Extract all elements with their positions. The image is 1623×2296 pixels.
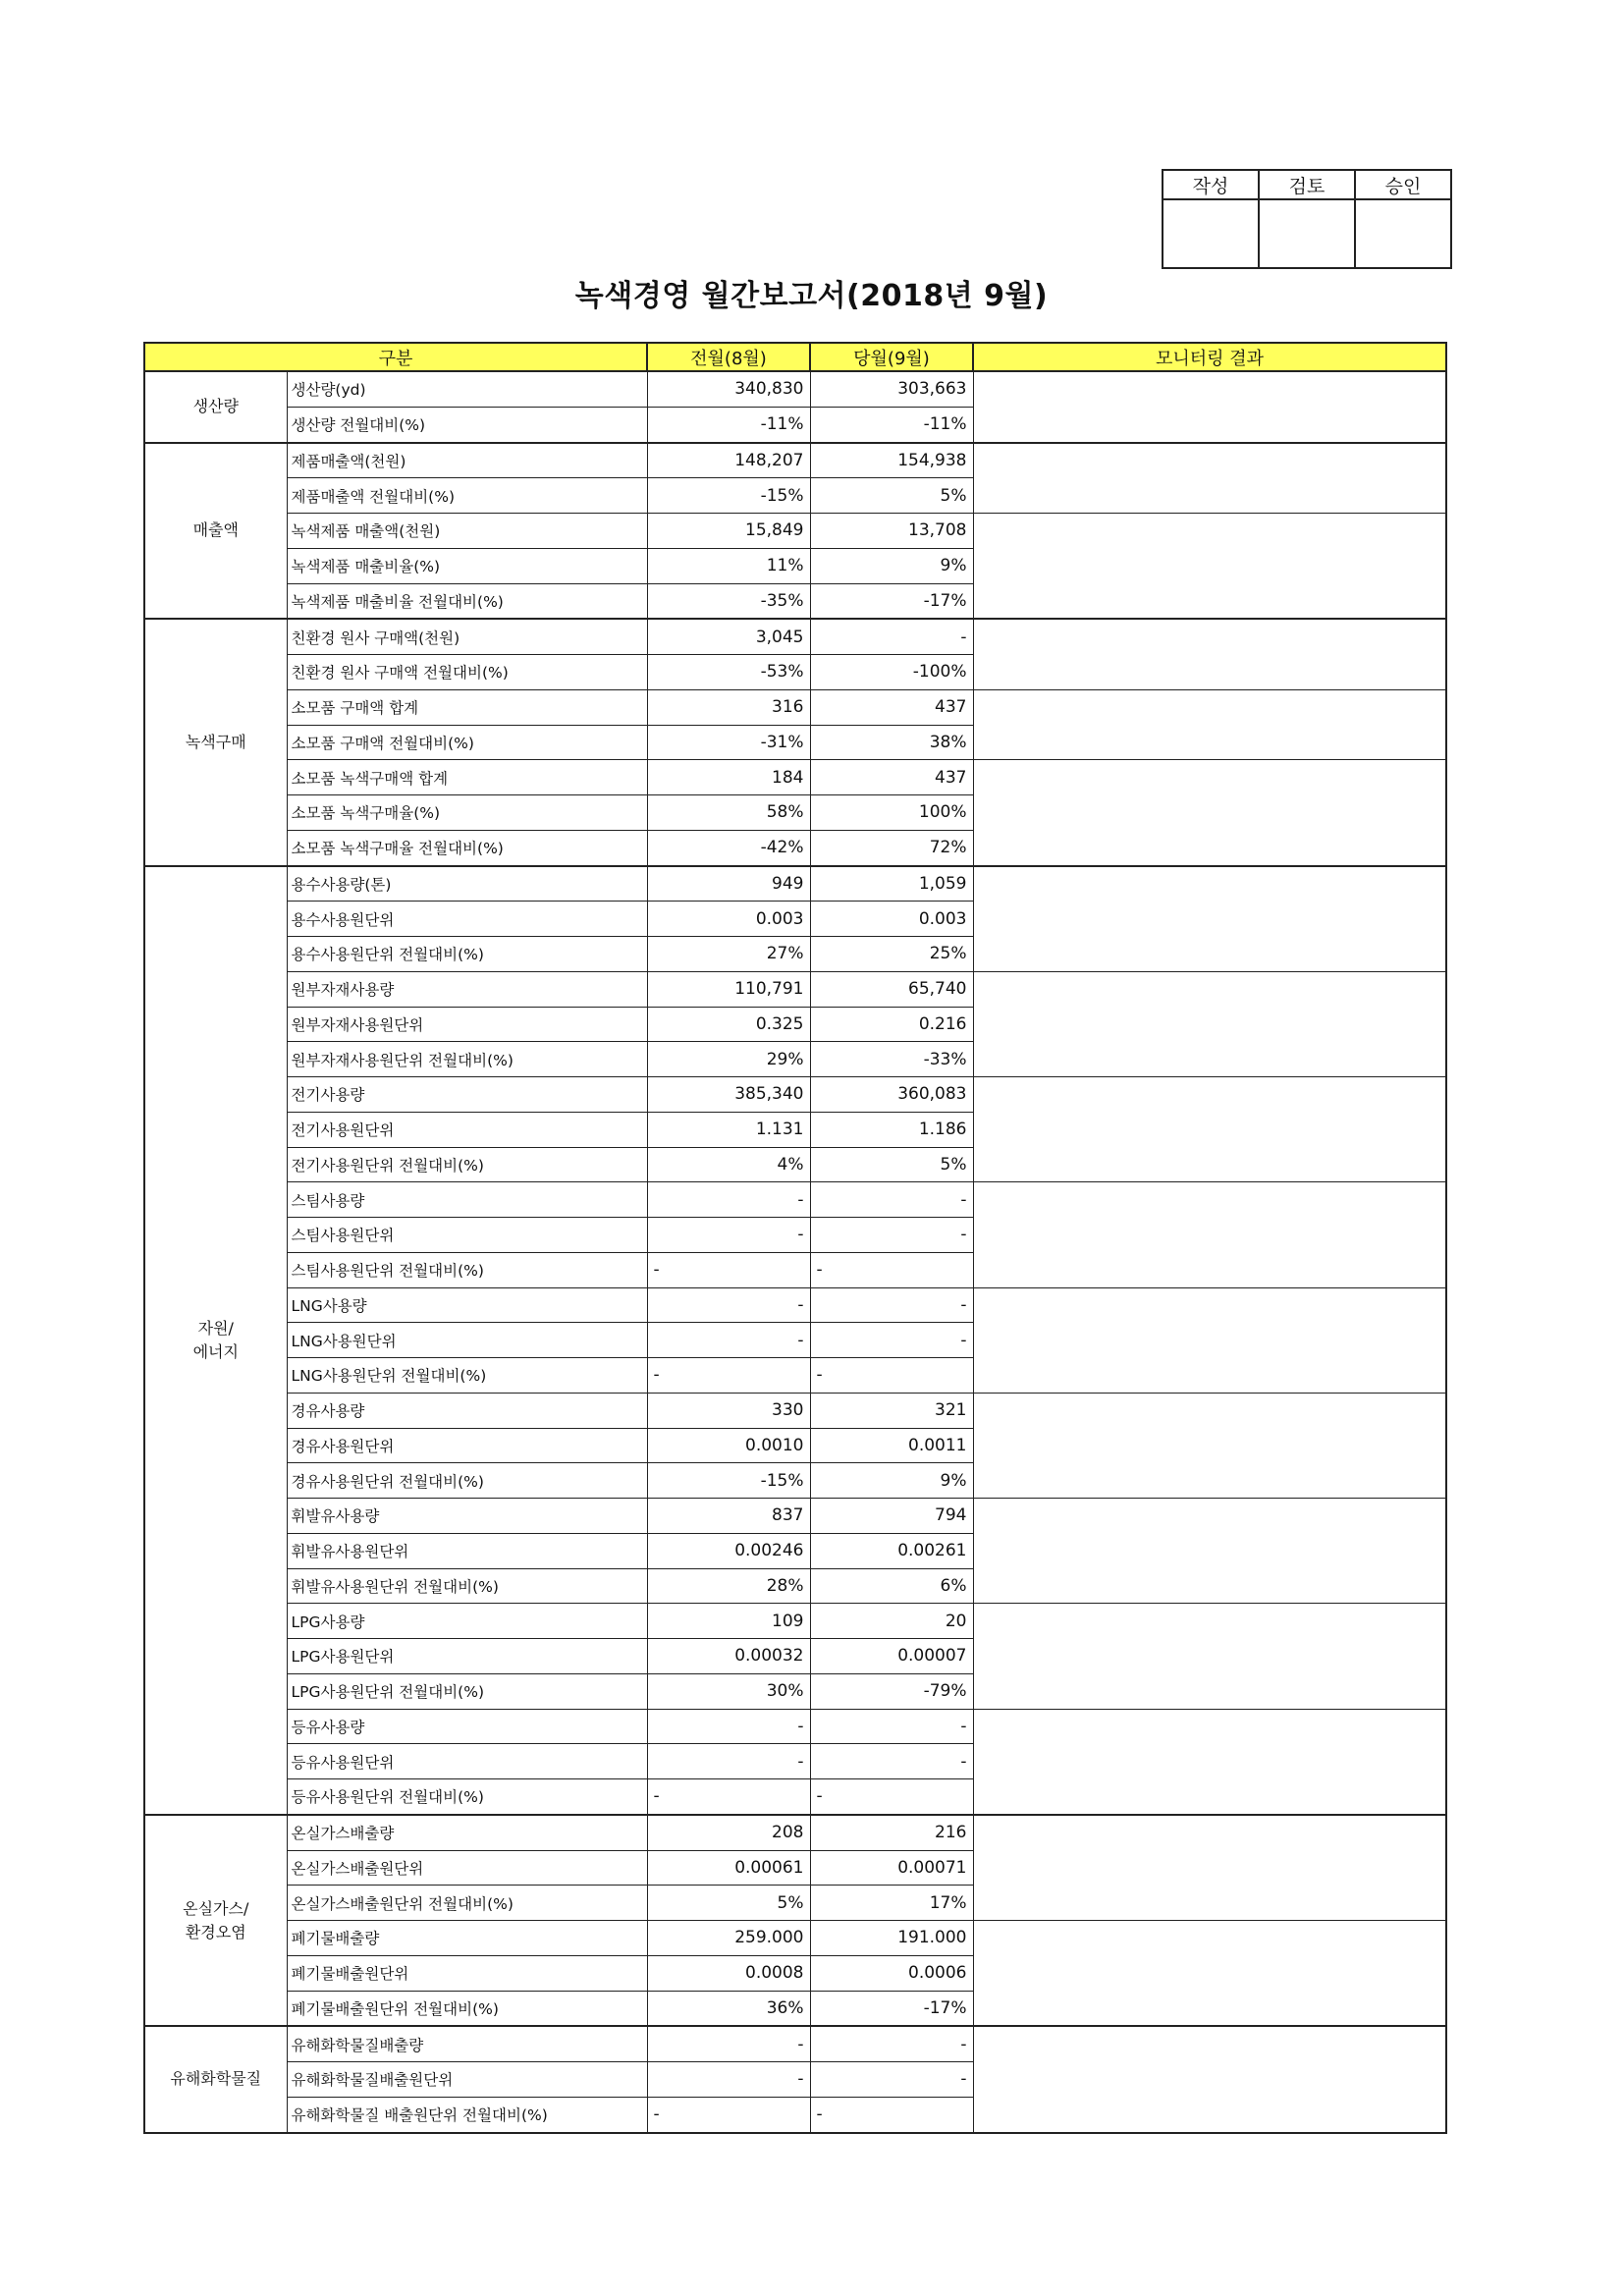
item-label: 원부자재사용원단위 — [287, 1007, 647, 1042]
approval-header-review: 검토 — [1259, 170, 1355, 199]
prev-month-value: 36% — [647, 1991, 810, 2026]
monitoring-result-cell[interactable] — [973, 443, 1446, 514]
monitoring-result-cell[interactable] — [973, 1499, 1446, 1604]
curr-month-value: 5% — [810, 1147, 973, 1182]
monitoring-result-cell[interactable] — [973, 1393, 1446, 1498]
table-row — [144, 866, 1446, 902]
curr-month-value: 72% — [810, 830, 973, 865]
item-label: 등유사용원단위 전월대비(%) — [287, 1779, 647, 1815]
curr-month-value: 5% — [810, 478, 973, 514]
item-label: 원부자재사용량 — [287, 971, 647, 1007]
curr-month-value: 437 — [810, 689, 973, 725]
monitoring-result-cell[interactable] — [973, 2026, 1446, 2132]
item-label: 경유사용량 — [287, 1393, 647, 1428]
table-row — [144, 689, 1446, 725]
signature-cell-review[interactable] — [1259, 199, 1355, 268]
item-label: 제품매출액 전월대비(%) — [287, 478, 647, 514]
prev-month-value: - — [647, 1252, 810, 1287]
monitoring-result-cell[interactable] — [973, 760, 1446, 866]
prev-month-value: 0.00246 — [647, 1533, 810, 1568]
item-label: 온실가스배출원단위 — [287, 1850, 647, 1886]
item-label: 녹색제품 매출비율 전월대비(%) — [287, 583, 647, 619]
monitoring-result-cell[interactable] — [973, 1287, 1446, 1393]
item-label: 경유사용원단위 전월대비(%) — [287, 1463, 647, 1499]
category-cell: 유해화학물질 — [144, 2026, 287, 2132]
report-table — [143, 342, 1447, 2134]
curr-month-value: 65,740 — [810, 971, 973, 1007]
item-label: 원부자재사용원단위 전월대비(%) — [287, 1042, 647, 1077]
category-cell: 자원/ 에너지 — [144, 866, 287, 1815]
curr-month-value: 216 — [810, 1815, 973, 1850]
item-label: 유해화학물질 배출원단위 전월대비(%) — [287, 2097, 647, 2132]
table-row — [144, 514, 1446, 549]
item-label: 소모품 구매액 합계 — [287, 689, 647, 725]
item-label: 등유사용량 — [287, 1709, 647, 1744]
section-0 — [144, 371, 1446, 443]
curr-month-value: -17% — [810, 583, 973, 619]
item-label: 휘발유사용원단위 전월대비(%) — [287, 1568, 647, 1604]
curr-month-value: 100% — [810, 795, 973, 831]
curr-month-value: - — [810, 619, 973, 654]
prev-month-value: -15% — [647, 478, 810, 514]
prev-month-value: -53% — [647, 655, 810, 690]
curr-month-value: 9% — [810, 1463, 973, 1499]
curr-month-value: - — [810, 1779, 973, 1815]
curr-month-value: 0.216 — [810, 1007, 973, 1042]
prev-month-value: 1.131 — [647, 1112, 810, 1147]
table-row — [144, 619, 1446, 654]
item-label: 폐기물배출량 — [287, 1921, 647, 1956]
curr-month-value: - — [810, 1744, 973, 1779]
table-row — [144, 1287, 1446, 1323]
monitoring-result-cell[interactable] — [973, 514, 1446, 620]
curr-month-value: - — [810, 1323, 973, 1358]
item-label: 전기사용원단위 전월대비(%) — [287, 1147, 647, 1182]
item-label: 온실가스배출원단위 전월대비(%) — [287, 1886, 647, 1921]
item-label: LPG사용원단위 전월대비(%) — [287, 1673, 647, 1709]
monitoring-result-cell[interactable] — [973, 1709, 1446, 1815]
curr-month-value: - — [810, 1252, 973, 1287]
curr-month-value: - — [810, 1709, 973, 1744]
prev-month-value: 11% — [647, 548, 810, 583]
item-label: LNG사용량 — [287, 1287, 647, 1323]
prev-month-value: 4% — [647, 1147, 810, 1182]
prev-month-value: 330 — [647, 1393, 810, 1428]
item-label: 제품매출액(천원) — [287, 443, 647, 478]
prev-month-value: 27% — [647, 937, 810, 972]
monitoring-result-cell[interactable] — [973, 1182, 1446, 1287]
prev-month-value: - — [647, 1182, 810, 1218]
table-row — [144, 971, 1446, 1007]
curr-month-value: 17% — [810, 1886, 973, 1921]
prev-month-value: 340,830 — [647, 371, 810, 407]
item-label: 폐기물배출원단위 전월대비(%) — [287, 1991, 647, 2026]
curr-month-value: 191.000 — [810, 1921, 973, 1956]
item-label: 전기사용량 — [287, 1077, 647, 1113]
curr-month-value: - — [810, 2097, 973, 2132]
col-header-category: 구분 — [144, 343, 647, 371]
table-row — [144, 1604, 1446, 1639]
monitoring-result-cell[interactable] — [973, 1815, 1446, 1921]
prev-month-value: -31% — [647, 725, 810, 760]
prev-month-value: 110,791 — [647, 971, 810, 1007]
item-label: LPG사용량 — [287, 1604, 647, 1639]
prev-month-value: -15% — [647, 1463, 810, 1499]
prev-month-value: 259.000 — [647, 1921, 810, 1956]
signature-cell-approve[interactable] — [1355, 199, 1451, 268]
prev-month-value: - — [647, 1287, 810, 1323]
table-row — [144, 1921, 1446, 1956]
item-label: 온실가스배출량 — [287, 1815, 647, 1850]
prev-month-value: - — [647, 1218, 810, 1253]
table-row — [144, 2026, 1446, 2061]
prev-month-value: 109 — [647, 1604, 810, 1639]
prev-month-value: 0.003 — [647, 902, 810, 937]
table-row — [144, 1182, 1446, 1218]
prev-month-value: 148,207 — [647, 443, 810, 478]
prev-month-value: -42% — [647, 830, 810, 865]
page-title: 녹색경영 월간보고서(2018년 9월) — [574, 279, 1049, 313]
prev-month-value: - — [647, 1744, 810, 1779]
table-row — [144, 1815, 1446, 1850]
prev-month-value: 0.0008 — [647, 1955, 810, 1991]
prev-month-value: 58% — [647, 795, 810, 831]
monitoring-result-cell[interactable] — [973, 1604, 1446, 1709]
item-label: LPG사용원단위 — [287, 1639, 647, 1674]
item-label: 녹색제품 매출비율(%) — [287, 548, 647, 583]
item-label: 스팀사용원단위 — [287, 1218, 647, 1253]
curr-month-value: - — [810, 2026, 973, 2061]
prev-month-value: 5% — [647, 1886, 810, 1921]
monitoring-result-cell[interactable] — [973, 371, 1446, 443]
prev-month-value: - — [647, 1358, 810, 1394]
item-label: 스팀사용량 — [287, 1182, 647, 1218]
item-label: 전기사용원단위 — [287, 1112, 647, 1147]
prev-month-value: 385,340 — [647, 1077, 810, 1113]
item-label: 폐기물배출원단위 — [287, 1955, 647, 1991]
curr-month-value: - — [810, 1287, 973, 1323]
table-row — [144, 1393, 1446, 1428]
curr-month-value: 9% — [810, 548, 973, 583]
category-cell: 온실가스/ 환경오염 — [144, 1815, 287, 2027]
prev-month-value: 837 — [647, 1499, 810, 1534]
prev-month-value: 30% — [647, 1673, 810, 1709]
curr-month-value: 20 — [810, 1604, 973, 1639]
curr-month-value: 6% — [810, 1568, 973, 1604]
section-5 — [144, 2026, 1446, 2132]
item-label: 생산량(yd) — [287, 371, 647, 407]
header-row — [144, 343, 1446, 371]
item-label: 친환경 원사 구매액(천원) — [287, 619, 647, 654]
table-row — [144, 443, 1446, 478]
curr-month-value: 0.0011 — [810, 1428, 973, 1463]
prev-month-value: - — [647, 1323, 810, 1358]
curr-month-value: 0.0006 — [810, 1955, 973, 1991]
curr-month-value: 0.00071 — [810, 1850, 973, 1886]
prev-month-value: - — [647, 2062, 810, 2098]
monitoring-result-cell[interactable] — [973, 866, 1446, 972]
item-label: 휘발유사용량 — [287, 1499, 647, 1534]
prev-month-value: - — [647, 1779, 810, 1815]
curr-month-value: 0.00261 — [810, 1533, 973, 1568]
prev-month-value: 0.325 — [647, 1007, 810, 1042]
section-3 — [144, 866, 1446, 1815]
prev-month-value: 0.00061 — [647, 1850, 810, 1886]
category-cell: 생산량 — [144, 371, 287, 443]
monitoring-result-cell[interactable] — [973, 971, 1446, 1076]
curr-month-value: 0.00007 — [810, 1639, 973, 1674]
prev-month-value: 15,849 — [647, 514, 810, 549]
prev-month-value: 29% — [647, 1042, 810, 1077]
curr-month-value: - — [810, 1182, 973, 1218]
prev-month-value: 184 — [647, 760, 810, 795]
item-label: 녹색제품 매출액(천원) — [287, 514, 647, 549]
curr-month-value: -100% — [810, 655, 973, 690]
signature-cell-author[interactable] — [1163, 199, 1259, 268]
section-2 — [144, 619, 1446, 865]
curr-month-value: -17% — [810, 1991, 973, 2026]
prev-month-value: -35% — [647, 583, 810, 619]
prev-month-value: 0.0010 — [647, 1428, 810, 1463]
curr-month-value: -11% — [810, 407, 973, 442]
item-label: 용수사용원단위 전월대비(%) — [287, 937, 647, 972]
item-label: 등유사용원단위 — [287, 1744, 647, 1779]
curr-month-value: - — [810, 1358, 973, 1394]
approval-box — [1162, 169, 1452, 269]
category-cell: 매출액 — [144, 443, 287, 620]
curr-month-value: 360,083 — [810, 1077, 973, 1113]
col-header-curr-month: 당월(9월) — [810, 343, 973, 371]
col-header-monitoring: 모니터링 결과 — [973, 343, 1446, 371]
item-label: 용수사용원단위 — [287, 902, 647, 937]
col-header-prev-month: 전월(8월) — [647, 343, 810, 371]
item-label: 유해화학물질배출량 — [287, 2026, 647, 2061]
monitoring-result-cell[interactable] — [973, 1921, 1446, 2027]
curr-month-value: - — [810, 1218, 973, 1253]
curr-month-value: 303,663 — [810, 371, 973, 407]
prev-month-value: -11% — [647, 407, 810, 442]
table-row — [144, 1499, 1446, 1534]
monitoring-result-cell[interactable] — [973, 1077, 1446, 1182]
table-row — [144, 371, 1446, 407]
curr-month-value: 25% — [810, 937, 973, 972]
item-label: 소모품 녹색구매율 전월대비(%) — [287, 830, 647, 865]
item-label: 소모품 녹색구매율(%) — [287, 795, 647, 831]
table-row — [144, 1709, 1446, 1744]
curr-month-value: 437 — [810, 760, 973, 795]
table-row — [144, 1077, 1446, 1113]
curr-month-value: 794 — [810, 1499, 973, 1534]
item-label: LNG사용원단위 — [287, 1323, 647, 1358]
item-label: 휘발유사용원단위 — [287, 1533, 647, 1568]
section-1 — [144, 443, 1446, 620]
prev-month-value: 0.00032 — [647, 1639, 810, 1674]
monitoring-result-cell[interactable] — [973, 689, 1446, 760]
item-label: 소모품 녹색구매액 합계 — [287, 760, 647, 795]
curr-month-value: - — [810, 2062, 973, 2098]
table-row — [144, 760, 1446, 795]
prev-month-value: 28% — [647, 1568, 810, 1604]
item-label: 생산량 전월대비(%) — [287, 407, 647, 442]
curr-month-value: -79% — [810, 1673, 973, 1709]
prev-month-value: 208 — [647, 1815, 810, 1850]
curr-month-value: 321 — [810, 1393, 973, 1428]
curr-month-value: 1,059 — [810, 866, 973, 902]
prev-month-value: - — [647, 2026, 810, 2061]
section-4 — [144, 1815, 1446, 2027]
item-label: 스팀사용원단위 전월대비(%) — [287, 1252, 647, 1287]
item-label: 유해화학물질배출원단위 — [287, 2062, 647, 2098]
prev-month-value: 3,045 — [647, 619, 810, 654]
prev-month-value: 949 — [647, 866, 810, 902]
prev-month-value: - — [647, 2097, 810, 2132]
curr-month-value: 13,708 — [810, 514, 973, 549]
prev-month-value: - — [647, 1709, 810, 1744]
curr-month-value: 0.003 — [810, 902, 973, 937]
item-label: 소모품 구매액 전월대비(%) — [287, 725, 647, 760]
curr-month-value: 1.186 — [810, 1112, 973, 1147]
curr-month-value: 154,938 — [810, 443, 973, 478]
monitoring-result-cell[interactable] — [973, 619, 1446, 689]
item-label: 경유사용원단위 — [287, 1428, 647, 1463]
curr-month-value: 38% — [810, 725, 973, 760]
approval-header-author: 작성 — [1163, 170, 1259, 199]
curr-month-value: -33% — [810, 1042, 973, 1077]
approval-header-approve: 승인 — [1355, 170, 1451, 199]
item-label: 용수사용량(톤) — [287, 866, 647, 902]
category-cell: 녹색구매 — [144, 619, 287, 865]
item-label: 친환경 원사 구매액 전월대비(%) — [287, 655, 647, 690]
prev-month-value: 316 — [647, 689, 810, 725]
item-label: LNG사용원단위 전월대비(%) — [287, 1358, 647, 1394]
